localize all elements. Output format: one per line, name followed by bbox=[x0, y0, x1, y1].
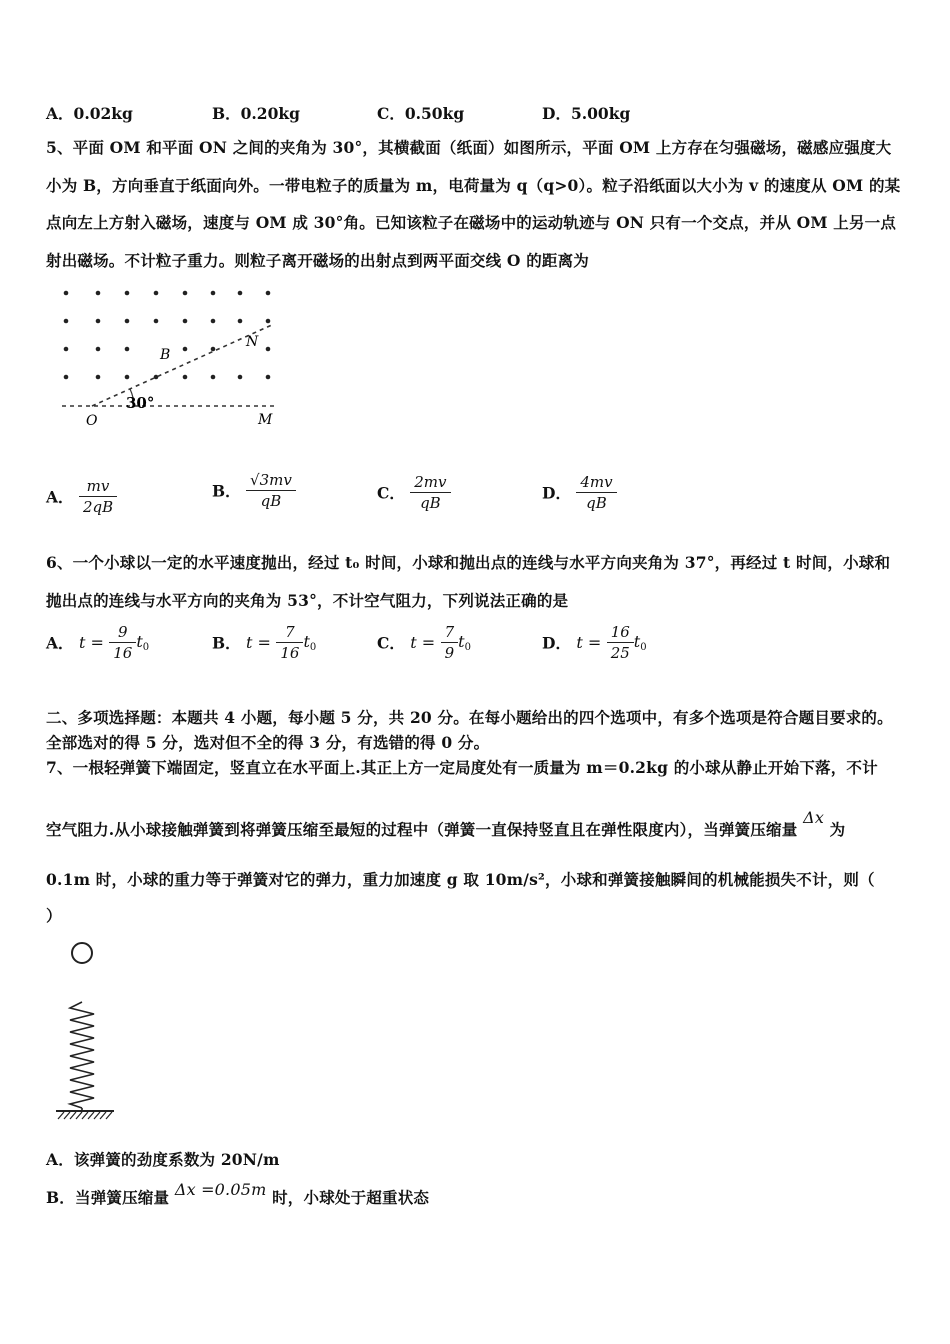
q6-line-1: 6、一个小球以一定的水平速度抛出，经过 t₀ 时间，小球和抛出点的连线与水平方向夹角为 37°，再经过 t 时间，小球和 bbox=[46, 553, 891, 572]
q5-line-2: 小为 B，方向垂直于纸面向外。一带电粒子的质量为 m，电荷量为 q（q>0）。粒子沿纸面以大小为 v 的速度从 OM 的某 bbox=[46, 176, 901, 195]
field-dots bbox=[64, 291, 271, 380]
q4-option-d: D．5.00kg bbox=[542, 104, 631, 123]
ground-hatching bbox=[58, 1112, 112, 1119]
label-b: B bbox=[160, 347, 171, 363]
q4-option-c: C．0.50kg bbox=[377, 104, 465, 123]
ball bbox=[72, 943, 92, 963]
spring bbox=[70, 1002, 94, 1108]
q4-option-a: A．0.02kg bbox=[46, 104, 133, 123]
q5-option-c: C． $\frac{2mv}{qB}$ bbox=[377, 472, 451, 513]
q6-option-d: D． t = $\frac{16}{25}$ $t_0$ bbox=[542, 623, 647, 662]
angle-label: 30° bbox=[126, 394, 155, 412]
q5-option-d: D． $\frac{4mv}{qB}$ bbox=[542, 472, 617, 513]
q6-option-b: B． t = $\frac{7}{16}$ $t_0$ bbox=[212, 623, 317, 662]
label-o: O bbox=[86, 413, 98, 429]
q6-option-a: A． t = $\frac{9}{16}$ $t_0$ bbox=[46, 623, 150, 662]
section2-line-2: 全部选对的得 5 分，选对但不全的得 3 分，有选错的得 0 分。 bbox=[46, 733, 490, 752]
q7-option-b: B．当弹簧压缩量 Δx =0.05m 时，小球处于超重状态 bbox=[46, 1180, 430, 1207]
q7-line-1: 7、一根轻弹簧下端固定，竖直立在水平面上.其正上方一定局度处有一质量为 m＝0.2kg 的小球从静止开始下落，不计 bbox=[46, 758, 878, 777]
q7-line-2: 空气阻力.从小球接触弹簧到将弹簧压缩至最短的过程中（弹簧一直保持竖直且在弹性限度内），当弹簧压缩量 Δx 为 bbox=[46, 808, 846, 839]
q5-option-a: A． $\frac{mv}{2qB}$ bbox=[46, 476, 117, 517]
q5-line-4: 射出磁场。不计粒子重力。则粒子离开磁场的出射点到两平面交线 O 的距离为 bbox=[46, 251, 589, 270]
q6-line-2: 抛出点的连线与水平方向的夹角为 53°，不计空气阻力，下列说法正确的是 bbox=[46, 591, 569, 610]
spring-ball-figure bbox=[52, 938, 122, 1122]
q6-option-c: C． t = $\frac{7}{9}$ $t_0$ bbox=[377, 623, 471, 662]
magnetic-field-figure bbox=[52, 282, 292, 432]
section2-line-1: 二、多项选择题：本题共 4 小题，每小题 5 分，共 20 分。在每小题给出的四个选项中，有多个选项是符合题目要求的。 bbox=[46, 708, 893, 727]
q5-line-1: 5、平面 OM 和平面 ON 之间的夹角为 30°，其横截面（纸面）如图所示，平面 OM 上方存在匀强磁场，磁感应强度大 bbox=[46, 138, 892, 157]
q7-line-4: ） bbox=[46, 906, 62, 925]
q5-option-b: B． $\frac{√3mv}{qB}$ bbox=[212, 470, 296, 511]
q5-line-3: 点向左上方射入磁场，速度与 OM 成 30°角。已知该粒子在磁场中的运动轨迹与 ON 只有一个交点，并从 OM 上另一点 bbox=[46, 213, 897, 232]
label-n: N bbox=[246, 334, 259, 350]
q7-line-3: 0.1m 时，小球的重力等于弹簧对它的弹力，重力加速度 g 取 10m/s²，小球和弹簧接触瞬间的机械能损失不计，则（ bbox=[46, 870, 875, 889]
label-m: M bbox=[258, 412, 273, 428]
q7-option-a: A．该弹簧的劲度系数为 20N/m bbox=[46, 1150, 280, 1169]
q4-option-b: B．0.20kg bbox=[212, 104, 300, 123]
